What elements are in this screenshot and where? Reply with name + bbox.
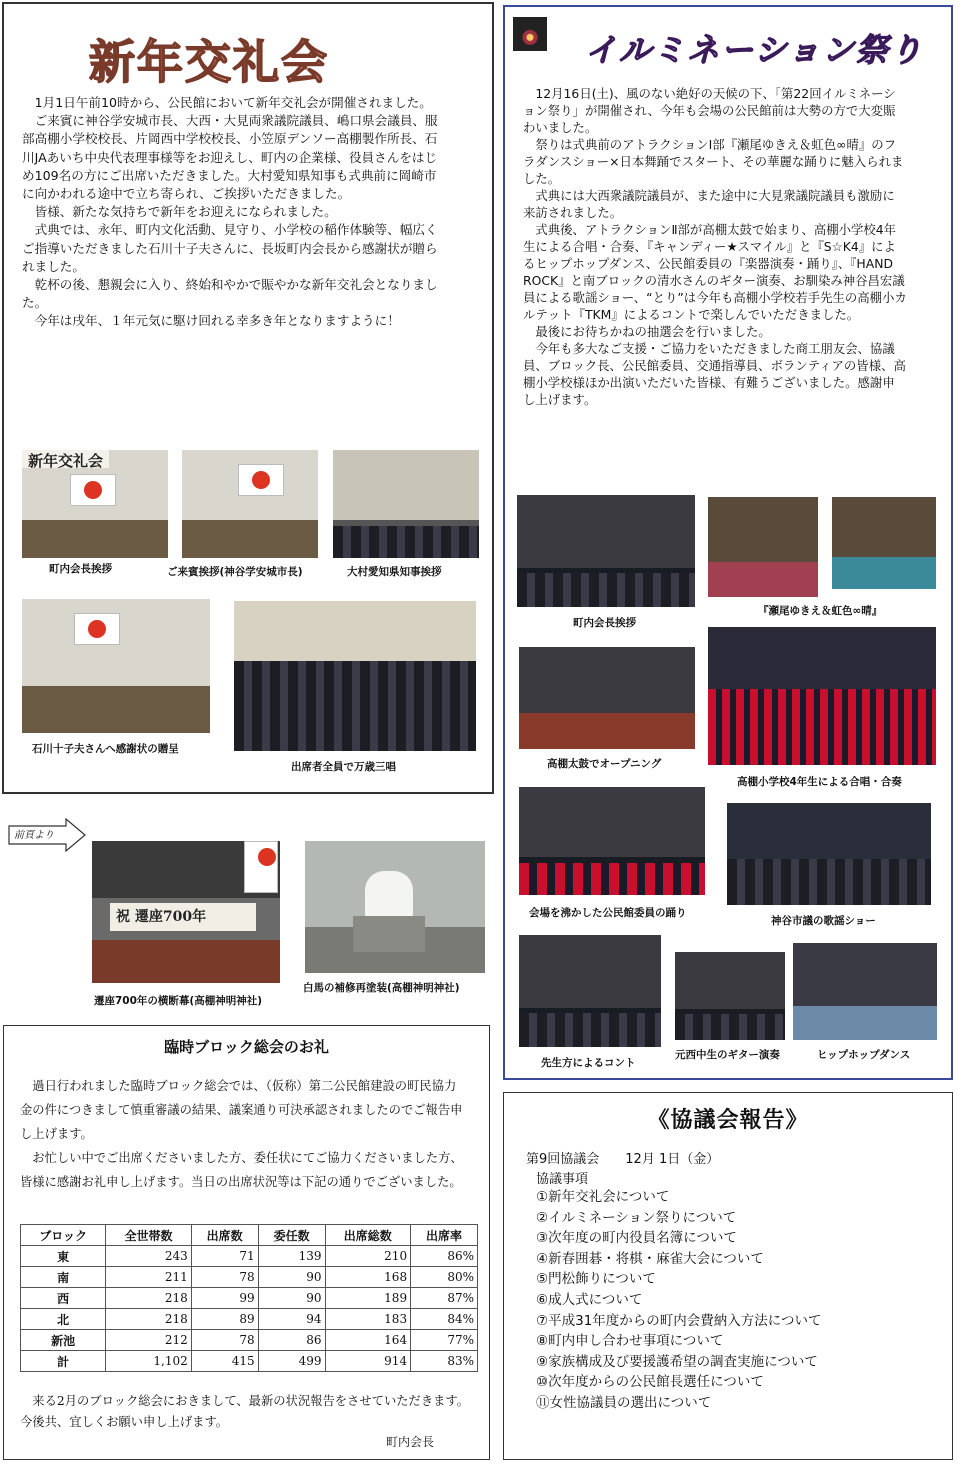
table-cell: 914 [325, 1351, 411, 1372]
caption-committee-dance: 会場を沸かした公民館委員の踊り [529, 907, 687, 919]
list-item: ⑥成人式について [536, 1291, 643, 1308]
block-meeting-title: 臨時ブロック総会のお礼 [164, 1038, 329, 1056]
column-header: ブロック [21, 1225, 106, 1246]
table-total-row [21, 1351, 478, 1372]
block-meeting-signature: 町内会長 [386, 1435, 435, 1449]
photo-chairman-greeting [22, 450, 168, 558]
caption-chairman: 町内会長挨拶 [49, 563, 112, 575]
caption-banzai: 出席者全員で万歳三唱 [291, 761, 396, 773]
photo-kayo-show [727, 803, 931, 905]
table-cell: 183 [325, 1309, 411, 1330]
table-cell: 西 [21, 1288, 106, 1309]
list-item: ⑤門松飾りについて [536, 1271, 656, 1288]
table-cell: 90 [258, 1267, 325, 1288]
table-cell: 87% [411, 1288, 478, 1309]
council-report-section [503, 1092, 953, 1460]
table-cell: 218 [106, 1288, 192, 1309]
table-cell: 189 [325, 1288, 411, 1309]
table-cell: 164 [325, 1330, 411, 1351]
illumination-logo [513, 17, 547, 51]
photo-hula-1 [708, 497, 818, 597]
photo-committee-dance [519, 787, 705, 895]
table-cell: 新池 [21, 1330, 106, 1351]
caption-hiphop: ヒップホップダンス [817, 1049, 911, 1061]
list-item: ⑩次年度からの公民館長選任について [536, 1374, 764, 1391]
table-cell: 499 [258, 1351, 325, 1372]
table-cell: 78 [191, 1267, 258, 1288]
table-cell: 94 [258, 1309, 325, 1330]
table-cell: 211 [106, 1267, 192, 1288]
caption-conte: 先生方によるコント [541, 1057, 636, 1069]
list-item: ④新春囲碁・将棋・麻雀大会について [536, 1250, 764, 1267]
photo-banzai [234, 601, 476, 751]
table-cell: 139 [258, 1246, 325, 1267]
newyear-section [2, 2, 494, 794]
table-cell: 80% [411, 1267, 478, 1288]
list-item: ⑦平成31年度からの町内会費納入方法について [536, 1312, 822, 1329]
photo-conte [519, 935, 661, 1047]
shrine-banner-text: 祝 遷座700年 [110, 903, 256, 931]
column-header: 出席数 [191, 1225, 258, 1246]
newyear-body: 1月1日午前10時から、公民館において新年交礼会が開催されました。 ご来賓に神谷学安城市長、大西・大見両衆議院議員、嶋口県会議員、服部高棚小学校校長、片岡西中学校校長、小笠原デンソー高棚製作所長、石川JAあいち中央代表理事様等をお迎えし、町内の企業様、役員さんをはじめ109名の方にご出席いただきました。大村愛知県知事も式典前に岡崎市に向かわれる途中で立ち寄られ、ご挨拶いただきました。 皆様、新たな気持ちで新年をお迎えになられました。 式典では、永年、町内文化活動、見守り、小学校の稲作体験等、幅広くご指導いただきました石川十子夫さんに、長坂町内会長から感謝状が贈られました。 乾杯の後、懇親会に入り、終始和やかで賑やかな新年交礼会となりました。 今年は戌年、１年元気に駆け回れる幸多き年となりますように！ [22, 95, 438, 329]
table-cell: 84% [411, 1309, 478, 1330]
table-row [21, 1267, 478, 1288]
table-row [21, 1246, 478, 1267]
table-cell: 415 [191, 1351, 258, 1372]
photo-choir [708, 627, 936, 765]
column-header: 全世帯数 [106, 1225, 192, 1246]
list-item: ⑪女性協議員の選出について [536, 1394, 712, 1411]
table-cell: 99 [191, 1288, 258, 1309]
table-cell: 1,102 [106, 1351, 192, 1372]
attendance-table [20, 1224, 478, 1372]
table-cell: 168 [325, 1267, 411, 1288]
photo-illum-chairman [517, 495, 695, 607]
table-cell: 86% [411, 1246, 478, 1267]
column-header: 出席総数 [325, 1225, 411, 1246]
caption-kayo-show: 神谷市議の歌謡ショー [771, 915, 876, 927]
table-row [21, 1288, 478, 1309]
photo-mayor-greeting [182, 450, 318, 558]
list-item: ②イルミネーション祭りについて [536, 1209, 737, 1226]
caption-illum-chairman: 町内会長挨拶 [573, 617, 636, 629]
illumination-section [503, 5, 953, 1080]
column-header: 出席率 [411, 1225, 478, 1246]
photo-white-horse [305, 841, 485, 973]
caption-award: 石川十子夫さんへ感謝状の贈呈 [32, 743, 179, 755]
table-cell: 89 [191, 1309, 258, 1330]
caption-taiko: 高棚太鼓でオープニング [547, 758, 662, 770]
list-item: ⑧町内申し合わせ事項について [536, 1333, 724, 1350]
table-cell: 北 [21, 1309, 106, 1330]
block-meeting-closing: 来る2月のブロック総会におきまして、最新の状況報告をさせていただきます。 今後共、宜しくお願い申し上げます。 [20, 1394, 476, 1429]
list-item: ⑨家族構成及び要援護希望の調査実施について [536, 1353, 818, 1370]
table-cell: 218 [106, 1309, 192, 1330]
table-cell: 243 [106, 1246, 192, 1267]
table-cell: 77% [411, 1330, 478, 1351]
list-item: ①新年交礼会について [536, 1189, 670, 1205]
list-item: ③次年度の町内役員名簿について [536, 1230, 737, 1247]
block-meeting-body: 過日行われました臨時ブロック総会では、（仮称）第二公民館建設の町民協力金の件につきまして慎重審議の結果、議案通り可決承認されましたのでご報告申し上げます。 お忙しい中でご出席くださいました方、委任状にてご協力くださいました方、皆様に感謝お礼申し上げます。当日の出席状況等は下記の通りでございました。 [20, 1079, 463, 1189]
table-row [21, 1309, 478, 1330]
photo-award [22, 599, 210, 733]
caption-guitar: 元西中生のギター演奏 [675, 1049, 780, 1061]
council-agenda-list [536, 1187, 822, 1414]
table-cell: 78 [191, 1330, 258, 1351]
illumination-title: イルミネーション祭り [585, 31, 924, 69]
caption-hula: 『瀬尾ゆきえ＆虹色∞晴』 [758, 605, 883, 617]
table-cell: 計 [21, 1351, 106, 1372]
photo-hiphop [793, 943, 937, 1040]
photo-banner: 新年交礼会 [22, 450, 109, 468]
previous-page-label: 前頁より [14, 830, 54, 841]
table-cell: 71 [191, 1246, 258, 1267]
block-meeting-section [3, 1025, 490, 1460]
newyear-title: 新年交礼会 [89, 35, 329, 89]
photo-guitar [675, 952, 785, 1040]
photo-shrine-banner [92, 841, 280, 983]
caption-governor: 大村愛知県知事挨拶 [347, 566, 442, 578]
council-subhead: 協議事項 [536, 1172, 589, 1187]
photo-hula-2 [832, 497, 936, 589]
table-cell: 210 [325, 1246, 411, 1267]
table-cell: 83% [411, 1351, 478, 1372]
table-row [21, 1330, 478, 1351]
illumination-body: 12月16日(土)、風のない絶好の天候の下、「第22回イルミネーション祭り」が開催され、今年も会場の公民館前は大勢の方で大変賑わいました。 祭りは式典前のアトラクションⅠ部『瀬尾ゆきえ＆虹色∞晴』のフラダンスショー×日本舞踊でスタート、その華麗な踊りに魅入られました。 式典には大西衆議院議員が、また途中に大見衆議院議員も激励に来訪されました。 式典後、アトラクションⅡ部が高棚太鼓で始まり、高棚小学校4年生による合唱・合奏、『キャンディー★スマイル』と『S☆K4』によるヒップホップダンス、公民館委員の『楽器演奏・踊り』、『HAND ROCK』と南ブロックの清水さんのギター演奏、お馴染み神谷昌宏議員による歌謡ショー、“とり”は今年も高棚小学校若手先生の高棚小カルテット『TKM』によるコントで楽しんでいただきました。 最後にお待ちかねの抽選会を行いました。 今年も多大なご支援・ご協力をいただきました商工朋友会、協議員、ブロック長、公民館委員、交通指導員、ボランティアの皆様、高棚小学校様ほか出演いただいた皆様、有難うございました。感謝申し上げます。 [523, 86, 907, 407]
photo-taiko [519, 647, 695, 749]
council-meeting-date: 第9回協議会 12月 1日（金） [526, 1152, 720, 1167]
caption-white-horse: 白馬の補修再塗装(高棚神明神社) [303, 982, 460, 994]
table-cell: 南 [21, 1267, 106, 1288]
table-cell: 90 [258, 1288, 325, 1309]
table-cell: 86 [258, 1330, 325, 1351]
caption-choir: 高棚小学校4年生による合唱・合奏 [737, 776, 902, 788]
table-header-row [21, 1225, 478, 1246]
caption-shrine-banner: 遷座700年の横断幕(高棚神明神社) [94, 995, 263, 1007]
table-cell: 212 [106, 1330, 192, 1351]
column-header: 委任数 [258, 1225, 325, 1246]
caption-mayor: ご来賓挨拶(神谷学安城市長) [167, 566, 303, 578]
table-cell: 東 [21, 1246, 106, 1267]
council-title: 《協議会報告》 [647, 1107, 809, 1133]
photo-governor-greeting [333, 450, 479, 558]
